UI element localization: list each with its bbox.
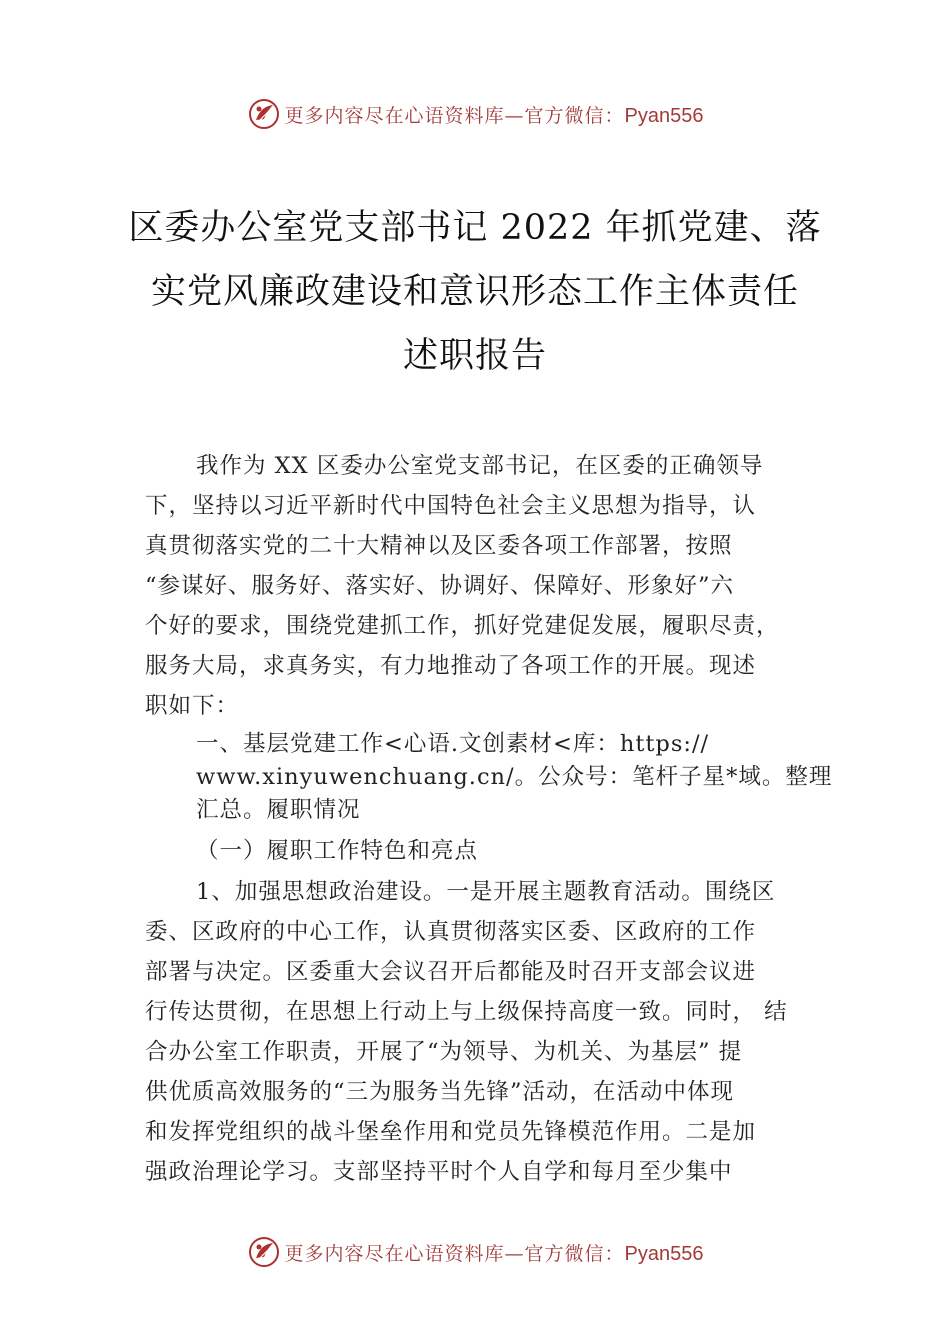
title-line: 述职报告 — [402, 336, 547, 376]
document-title — [120, 196, 830, 388]
text-line: 强政治理论学习。支部坚持平时个人自学和每月至少集中 — [145, 1159, 733, 1185]
text-line: 我作为 XX 区委办公室党支部书记，在区委的正确领导 — [196, 453, 764, 479]
intro-paragraph — [145, 446, 810, 726]
text-line: 合办公室工作职责，开展了“为领导、为机关、为基层” 提 — [145, 1039, 743, 1065]
text-line: www.xinyuwenchuang.cn/。公众号：笔杆子星*域。整理 — [196, 764, 833, 790]
text-line: 下，坚持以习近平新时代中国特色社会主义思想为指导，认 — [145, 493, 757, 519]
text-line: 部署与决定。区委重大会议召开后都能及时召开支部会议进 — [145, 959, 757, 985]
footer-banner — [0, 1232, 950, 1272]
banner-text: 更多内容尽在心语资料库—官方微信：Pyan556 — [284, 104, 704, 127]
header-banner — [0, 94, 950, 134]
item-paragraph — [145, 872, 810, 1192]
title-line: 实党风廉政建设和意识形态工作主体责任 — [150, 272, 799, 312]
text-line: 和发挥党组织的战斗堡垒作用和党员先锋模范作用。二是加 — [145, 1119, 757, 1145]
title-line: 区委办公室党支部书记 2022 年抓党建、落 — [128, 208, 822, 248]
text-line: 委、区政府的中心工作，认真贯彻落实区委、区政府的工作 — [145, 919, 757, 945]
section-heading — [145, 728, 833, 827]
text-line: 汇总。履职情况 — [196, 797, 361, 823]
text-line: 服务大局，求真务实，有力地推动了各项工作的开展。现述 — [145, 653, 757, 679]
text-line: “参谋好、服务好、落实好、协调好、保障好、形象好”六 — [145, 573, 735, 599]
logo-icon — [247, 97, 281, 131]
subsection-heading — [196, 831, 861, 871]
text-line: 职如下： — [145, 693, 240, 719]
banner-text: 更多内容尽在心语资料库—官方微信：Pyan556 — [284, 1242, 704, 1265]
text-line: 一、基层党建工作<心语.文创素材<库：https:// — [196, 731, 710, 757]
text-line: 行传达贯彻，在思想上行动上与上级保持高度一致。同时， 结 — [145, 999, 788, 1025]
logo-icon — [247, 1235, 281, 1269]
text-line: 供优质高效服务的“三为服务当先锋”活动，在活动中体现 — [145, 1079, 735, 1105]
text-line: 1、加强思想政治建设。一是开展主题教育活动。围绕区 — [196, 879, 776, 905]
text-line: 个好的要求，围绕党建抓工作，抓好党建促发展，履职尽责， — [145, 613, 780, 639]
text-line: 真贯彻落实党的二十大精神以及区委各项工作部署，按照 — [145, 533, 733, 559]
text-line: （一）履职工作特色和亮点 — [196, 838, 479, 864]
